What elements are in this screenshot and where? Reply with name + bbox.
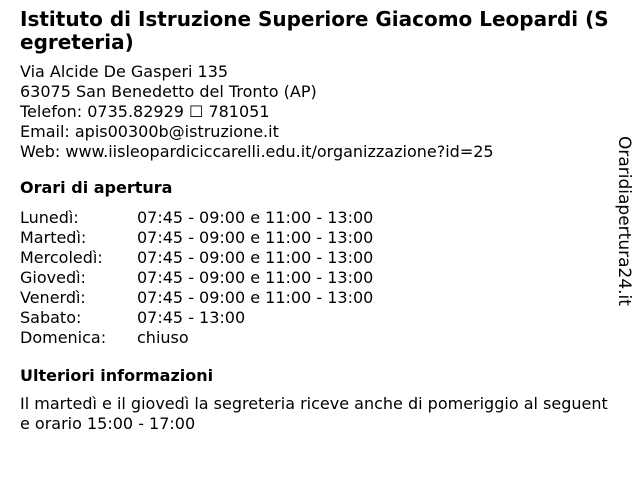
page-title: Istituto di Istruzione Superiore Giacomo Leopardi (Segreteria) bbox=[20, 7, 609, 54]
hours-time: 07:45 - 09:00 e 11:00 - 13:00 bbox=[137, 208, 374, 227]
address-email: Email: apis00300b@istruzione.it bbox=[20, 122, 279, 141]
hours-time: 07:45 - 09:00 e 11:00 - 13:00 bbox=[137, 248, 374, 267]
hours-time: chiuso bbox=[137, 328, 189, 347]
hours-title: Orari di apertura bbox=[20, 178, 173, 197]
hours-time: 07:45 - 09:00 e 11:00 - 13:00 bbox=[137, 268, 374, 287]
hours-time: 07:45 - 09:00 e 11:00 - 13:00 bbox=[137, 228, 374, 247]
address-street: Via Alcide De Gasperi 135 bbox=[20, 62, 229, 81]
hours-row-saturday bbox=[20, 308, 620, 328]
hours-day: Martedì: bbox=[20, 228, 87, 247]
main-content bbox=[20, 8, 620, 434]
hours-row-monday bbox=[20, 208, 620, 228]
hours-day: Giovedì: bbox=[20, 268, 86, 287]
info-text: Il martedì e il giovedì la segreteria riceve anche di pomeriggio al seguente orario 15:00 - 17:00 bbox=[20, 394, 608, 433]
hours-time: 07:45 - 09:00 e 11:00 - 13:00 bbox=[137, 288, 374, 307]
hours-day: Lunedì: bbox=[20, 208, 79, 227]
hours-row-tuesday bbox=[20, 228, 620, 248]
hours-day: Venerdì: bbox=[20, 288, 86, 307]
address-city: 63075 San Benedetto del Tronto (AP) bbox=[20, 82, 317, 101]
hours-time: 07:45 - 13:00 bbox=[137, 308, 246, 327]
hours-row-sunday bbox=[20, 328, 620, 348]
info-title: Ulteriori informazioni bbox=[20, 366, 214, 385]
hours-row-thursday bbox=[20, 268, 620, 288]
side-brand-watermark: Oraridiapertura24.it bbox=[614, 136, 634, 306]
hours-day: Sabato: bbox=[20, 308, 82, 327]
hours-table bbox=[20, 208, 620, 348]
address-block bbox=[20, 62, 620, 162]
address-phone: Telefon: 0735.82929 ☐ 781051 bbox=[20, 102, 270, 121]
hours-day: Mercoledì: bbox=[20, 248, 103, 267]
hours-row-wednesday bbox=[20, 248, 620, 268]
hours-day: Domenica: bbox=[20, 328, 107, 347]
address-web: Web: www.iisleopardiciccarelli.edu.it/organizzazione?id=25 bbox=[20, 142, 494, 161]
hours-row-friday bbox=[20, 288, 620, 308]
